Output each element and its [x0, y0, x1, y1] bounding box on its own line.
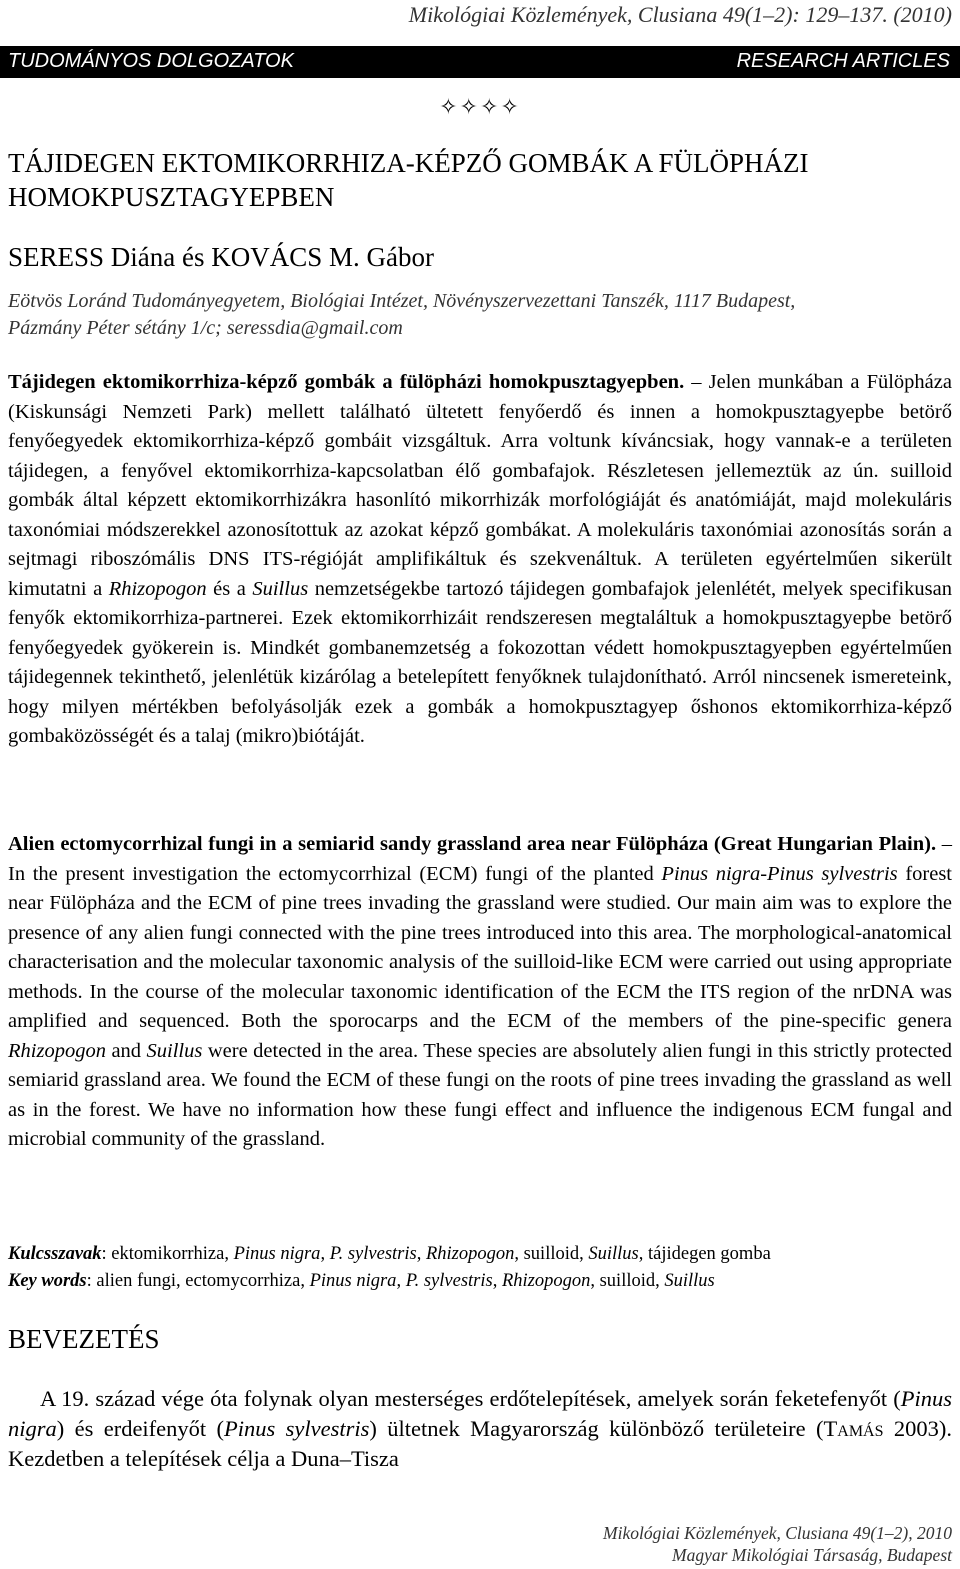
journal-citation: Mikológiai Közlemények, Clusiana 49(1–2): 129–137. (2010): [408, 2, 952, 27]
affiliation-line-2: Pázmány Péter sétány 1/c; seressdia@gmail.com: [8, 317, 403, 339]
intro-italic-2: Pinus sylvestris: [224, 1416, 370, 1441]
keywords-en-text-3: ,: [492, 1271, 502, 1291]
abstract-en-text-2: forest near Fülöpháza and the ECM of pine trees invading the grassland were studied. Our main aim was to explore the presence of any alien fungi connected with the pine trees introduced into this area. The morphological-anatomical characterisation and the molecular taxonomic analysis of the suilloid-like ECM were carried out using appropriate methods. In the course of the molecular taxonomic identification of the ECM the ITS region of the nrDNA was amplified and sequenced. Both the sporocarps and the ECM of the members of the pine-specific genera: [8, 862, 952, 1032]
abstract-hu-genus-1: Rhizopogon: [108, 577, 207, 600]
abstract-en-text-1: – In the present investigation the ectomycorrhizal (ECM) fungi of the planted: [8, 833, 953, 885]
keywords-hu-text-3: ,: [416, 1244, 426, 1264]
intro-text-2: ) és erdeifenyőt (: [56, 1416, 225, 1441]
keywords-en-text-1: : alien fungi, ectomycorrhiza,: [86, 1271, 310, 1291]
intro-citation-author: Tamás: [823, 1416, 884, 1441]
keywords-hu-italic-3: Rhizopogon: [425, 1244, 515, 1264]
keywords-en-text-2: ,: [396, 1271, 406, 1291]
abstract-hungarian: [8, 368, 952, 752]
keywords-en-italic-2: P. sylvestris: [405, 1271, 493, 1291]
footer-publisher: Magyar Mikológiai Társaság, Budapest: [672, 1545, 952, 1565]
keywords-hu-italic-1: Pinus nigra: [233, 1244, 321, 1264]
keywords-en-italic-4: Suillus: [664, 1271, 715, 1291]
section-heading-intro: BEVEZETÉS: [8, 1324, 160, 1354]
keywords-hu-text-4: , suilloid,: [514, 1244, 589, 1264]
abstract-hu-text-2: és a: [206, 577, 253, 600]
abstract-hu-genus-2: Suillus: [252, 577, 309, 600]
keywords-hu-text-2: ,: [320, 1244, 330, 1264]
keywords-hu-italic-4: Suillus: [588, 1244, 639, 1264]
keywords-en-text-4: , suilloid,: [590, 1271, 665, 1291]
banner-right-label: RESEARCH ARTICLES: [736, 50, 950, 72]
banner-left-label: TUDOMÁNYOS DOLGOZATOK: [8, 50, 294, 72]
abstract-en-title: Alien ectomycorrhizal fungi in a semiarid sandy grassland area near Fülöpháza (Great Hungarian Plain).: [8, 833, 937, 855]
section-banner: [0, 46, 960, 78]
paper-title: [8, 146, 948, 214]
intro-text-4: 2003). Kezdetben a telepítések célja a Duna–Tisza: [8, 1416, 952, 1471]
keywords-hu-label: Kulcsszavak: [8, 1244, 102, 1264]
abstract-en-text-4: were detected in the area. These species are absolutely alien fungi in this strictly protected semiarid grassland area. We found the ECM of these fungi on the roots of pine trees invading the grassland as well as in the forest. We have no information how these fungi effect and influence the indigenous ECM fungal and microbial community of the grassland.: [8, 1039, 952, 1150]
keywords-hu-italic-2: P. sylvestris: [329, 1244, 417, 1264]
ornament-icon: ✧✧✧✧: [439, 94, 521, 119]
keywords-english: [8, 1268, 952, 1295]
abstract-hu-text-3: nemzetségekbe tartozó tájidegen gombafajok jelenlétét, melyek specifikusan fenyők ektomikorrhiza-partnerei. Ezek ektomikorrhizáit rendszeresen megtaláltuk a homokpusztagyepbe betörő fenyőegyedek gyökerein is. Mindkét gombanemzetség a fokozottan védett homokpusztagyepben egyértelműen tájidegennek tekinthető, jelenlétük kizárólag a betelepített fenyőknek tulajdonítható. Arról nincsenek ismereteink, hogy milyen mértékben befolyásolják ezek a gombák a homokpusztagyep őshonos ektomikorrhiza-képző gombaközösségét és a talaj (mikro)biótáját.: [8, 577, 952, 747]
affiliation-line-1: Eötvös Loránd Tudományegyetem, Biológiai Intézet, Növényszervezettani Tanszék, 1117 Budapest,: [8, 290, 796, 312]
abstract-hu-title: Tájidegen ektomikorrhiza-képző gombák a fülöpházi homokpusztagyepben.: [8, 371, 685, 393]
authors: SERESS Diána és KOVÁCS M. Gábor: [8, 242, 435, 272]
keywords-hu-text-5: , tájidegen gomba: [638, 1244, 771, 1264]
title-line-2: HOMOKPUSZTAGYEPBEN: [8, 182, 335, 212]
keywords-hu-text-1: : ektomikorrhiza,: [101, 1244, 234, 1264]
intro-italic-1: Pinus nigra: [8, 1386, 952, 1441]
keywords-en-label: Key words: [8, 1271, 87, 1291]
affiliation: [8, 288, 953, 342]
keywords-hungarian: [8, 1241, 952, 1268]
intro-text-1: A 19. század vége óta folynak olyan mesterséges erdőtelepítések, amelyek során feketefenyőt (: [40, 1386, 901, 1411]
intro-text-3: ) ültetnek Magyarország különböző területeire (: [369, 1416, 824, 1441]
abstract-hu-text-1: – Jelen munkában a Fülöpháza (Kiskunsági Nemzeti Park) mellett található ültetett fenyőerdő és innen a homokpusztagyepbe betörő fenyőegyedek ektomikorrhiza-képző gombáit vizsgáltuk. Arra voltunk kíváncsiak, hogy vannak-e a területen tájidegen, a fenyővel ektomikorrhiza-kapcsolatban élő gombafajok. Részletesen jellemeztük az ún. suilloid gombák által képzett ektomikorrhizákra hasonlító mikorrhizák morfológiáját és anatómiáját, majd molekuláris taxonómiai módszerekkel azonosítottuk az azokat képző gombákat. A molekuláris taxonómiai azonosítás során a sejtmagi riboszómális DNS ITS-régióját amplifikáltuk és szekvenáltuk. A területen egyértelműen sikerült kimutatni a: [8, 371, 952, 600]
keywords-en-italic-3: Rhizopogon: [501, 1271, 591, 1291]
abstract-english: [8, 830, 952, 1155]
intro-paragraph: [8, 1384, 952, 1474]
keywords-en-italic-1: Pinus nigra: [309, 1271, 397, 1291]
footer-journal: Mikológiai Közlemények, Clusiana 49(1–2), 2010: [603, 1523, 952, 1543]
abstract-en-genus-2: Suillus: [146, 1039, 203, 1062]
title-line-1: TÁJIDEGEN EKTOMIKORRHIZA-KÉPZŐ GOMBÁK A FÜLÖPHÁZI: [8, 148, 809, 178]
abstract-en-text-3: and: [105, 1039, 147, 1062]
abstract-en-species-1: Pinus nigra-Pinus sylvestris: [661, 862, 898, 885]
abstract-en-genus-1: Rhizopogon: [8, 1039, 106, 1062]
